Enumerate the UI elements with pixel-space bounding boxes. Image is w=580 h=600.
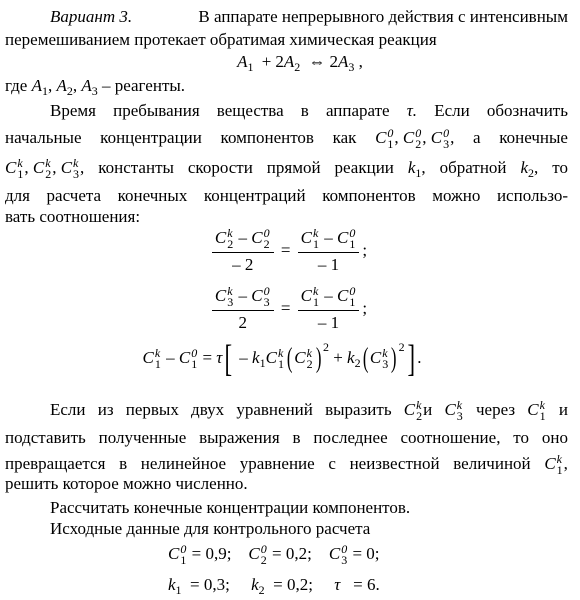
intro-line-1-text: В аппарате непрерывного действия с интенсивным [198, 7, 568, 26]
reaction-equation: $A_1 + 2A_2$ ⇔ $2A_3$ , [237, 52, 363, 74]
data-line-2: $k_1 = 0,3$; $k_2 = 0,2$; τ = 6. [168, 575, 380, 597]
equation-3: C k 1 – C 0 1 = $\tau[ - k_1C$ k 1 ( C k 2 ) $^2 + k_2$( C k 3 ) $^2$] . [142, 338, 422, 381]
data-line-1: C 0 1 = 0,9; C 0 2 = 0,2; C 0 3 = 0; [168, 542, 380, 568]
equation-2: C k 3 – C 0 3 2 = C k 1 – C 0 1 – 1 ; [0, 286, 578, 333]
value-k2: 0,2 [287, 575, 309, 594]
para3-line-1: Рассчитать конечные концентрации компонентов. [50, 498, 411, 517]
value-c1-0: 0,9 [205, 544, 227, 563]
intro-line-2: перемешиванием протекает обратимая химическая реакция [5, 30, 437, 49]
para2-line-3: превращается в нелинейное уравнение с неизвестной величиной C k 1 , [5, 452, 568, 478]
para2-line-2: подставить полученные выражения в последнее соотношение, то оно [5, 428, 568, 447]
value-k1: 0,3 [203, 575, 226, 594]
para1-line-4: для расчета конечных концентраций компонентов можно использо- [5, 186, 568, 205]
value-tau: 6 [366, 575, 376, 594]
para3-line-2: Исходные данные для контрольного расчета [50, 519, 371, 538]
value-c3-0: 0 [366, 544, 375, 563]
value-c2-0: 0,2 [285, 544, 308, 563]
para2-line-4: решить которое можно численно. [5, 474, 248, 493]
para1-line-2: начальные концентрации компонентов как C 0 1 , C 0 2 , C 0 3 , а конечные [5, 126, 568, 152]
intro-line-1 [0, 7, 568, 27]
variant-label: Вариант 3. [50, 7, 133, 26]
para2-line-1: Если из первых двух уравнений выразить C k 2 и C k 3 через C k 1 и [50, 398, 568, 424]
intro-line-3: где $A_1$, $A_2$, $A_3$ – реагенты. [5, 76, 186, 98]
para1-line-5: вать соотношения: [5, 207, 141, 226]
para1-line-1: Время пребывания вещества в аппарате τ. Если обозначить [50, 101, 568, 120]
equation-1: C k 2 – C 0 2 – 2 = C k 1 – C 0 1 – 1 ; [0, 228, 578, 275]
para1-line-3: C k 1 , C k 2 , C k 3 , константы скорости прямой реакции $k_1$, обратной $k_2$, то [5, 156, 568, 182]
